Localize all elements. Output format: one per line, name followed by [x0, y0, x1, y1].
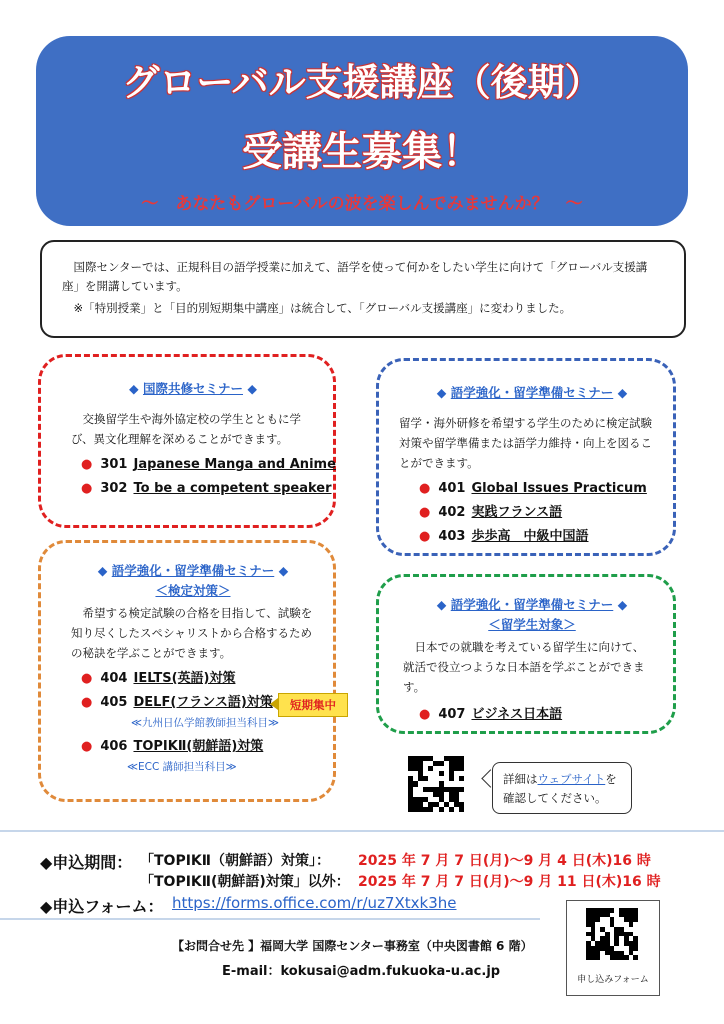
bullet-icon: ● — [81, 739, 93, 754]
course-406-note: ≪ECC 講師担当科目≫ — [127, 761, 237, 773]
course-404: ● 404 IELTS(英語)対策 — [81, 671, 236, 686]
intro-paragraph1: 国際センターでは、正規科目の語学授業に加えて、語学を使って何かをしたい学生に向けて「グローバル支援講座」を開講しています。 — [62, 260, 648, 293]
course-405: ● 405 DELF(フランス語)対策 — [81, 695, 273, 710]
intro-box — [40, 240, 686, 338]
kokusai-seminar-desc: 交換留学生や海外協定校の学生とともに学び、異文化理解を深めることができます。 — [71, 412, 301, 446]
title-line1: グローバル支援講座（後期） — [122, 61, 602, 104]
period2-label: 「TOPIKⅡ(朝鮮語)対策」以外： — [140, 874, 350, 890]
website-qr-code[interactable] — [408, 756, 464, 812]
kentei-seminar-subtitle: ＜検定対策＞ — [155, 583, 231, 598]
gogaku-seminar-title: ◆ 語学強化・留学準備セミナー ◆ — [436, 385, 628, 400]
form-qr-code[interactable] — [586, 908, 638, 960]
title-line2: 受講生募集！ — [242, 129, 482, 175]
course-405-note: ≪九州日仏学館教師担当科目≫ — [131, 717, 279, 729]
subtitle: ～ あなたもグローバルの波を楽しんでみませんか？ ～ — [141, 194, 583, 214]
period1-date: 2025 年 7 月 7 日(月)～9 月 4 日(木)16 時 — [358, 853, 651, 869]
course-301: ● 301 Japanese Manga and Anime — [81, 457, 336, 472]
gogaku-seminar-box — [376, 358, 676, 556]
bullet-icon: ● — [419, 481, 431, 496]
course-406: ● 406 TOPIKⅡ(朝鮮語)対策 — [81, 739, 264, 754]
course-407: ● 407 ビジネス日本語 — [419, 707, 563, 722]
form-qr-label: 申し込みフォーム — [577, 975, 649, 985]
website-link[interactable]: ウェブサイト — [537, 772, 606, 786]
kentei-seminar-box — [38, 540, 336, 802]
kokusai-seminar-title: ◆ 国際共修セミナー ◆ — [129, 381, 257, 396]
badge-pointer — [270, 698, 278, 710]
short-term-badge: 短期集中 — [278, 693, 348, 717]
course-402: ● 402 実践フランス語 — [419, 505, 563, 520]
diamond-icon: ◆ — [617, 597, 628, 612]
header-banner — [36, 36, 688, 226]
bullet-icon: ● — [81, 481, 93, 496]
diamond-icon: ◆ — [617, 385, 628, 400]
bullet-icon: ● — [419, 505, 431, 520]
bullet-icon: ● — [81, 457, 93, 472]
form-url-link[interactable]: https://forms.office.com/r/uz7Xtxk3he — [172, 894, 457, 912]
contact-info: 【お問合せ先 】福岡大学 国際センター事務室（中央図書館 6 階） — [172, 939, 533, 953]
course-401: ● 401 Global Issues Practicum — [419, 481, 647, 496]
diamond-icon: ◆ — [97, 563, 108, 578]
period2-date: 2025 年 7 月 7 日(月)～9 月 11 日(木)16 時 — [358, 874, 661, 890]
ryugakusei-seminar-desc: 日本での就職を考えている留学生に向けて、就活で役立つような日本語を学ぶことができます。 — [403, 640, 645, 694]
diamond-icon: ◆ — [278, 563, 289, 578]
bullet-icon: ● — [419, 707, 431, 722]
bullet-icon: ● — [81, 671, 93, 686]
diamond-icon: ◆ — [436, 385, 447, 400]
intro-paragraph2: ※「特別授業」と「目的別短期集中講座」は統合して、「グローバル支援講座」に変わりました。 — [73, 301, 572, 315]
gogaku-seminar-desc: 留学・海外研修を希望する学生のために検定試験対策や留学準備または語学力維持・向上を図ることができます。 — [399, 416, 652, 470]
diamond-icon: ◆ — [129, 381, 139, 396]
diamond-icon: ◆ — [436, 597, 447, 612]
bullet-icon: ● — [419, 529, 431, 544]
divider — [0, 830, 724, 832]
kentei-seminar-desc: 希望する検定試験の合格を目指して、試験を知り尽くしたスペシャリストから合格するための秘訣を学ぶことができます。 — [71, 606, 313, 660]
bullet-icon: ● — [81, 695, 93, 710]
period-label: ◆申込期間： — [40, 853, 133, 872]
course-403: ● 403 歩歩高 中級中国語 — [419, 529, 589, 544]
form-label: ◆申込フォーム： — [40, 897, 164, 916]
website-callout: 詳細はウェブサイトを確認してください。 — [492, 762, 632, 814]
kokusai-seminar-box — [38, 354, 336, 528]
diamond-icon: ◆ — [247, 381, 257, 396]
period1-label: 「TOPIKⅡ（朝鮮語）対策」： — [140, 853, 330, 869]
course-302: ● 302 To be a competent speaker — [81, 481, 332, 496]
kentei-seminar-title: ◆ 語学強化・留学準備セミナー ◆ — [97, 563, 289, 578]
divider — [0, 918, 540, 920]
contact-email[interactable]: E-mail：kokusai@adm.fukuoka-u.ac.jp — [222, 964, 501, 979]
ryugakusei-seminar-box — [376, 574, 676, 734]
ryugakusei-seminar-title: ◆ 語学強化・留学準備セミナー ◆ — [436, 597, 628, 612]
ryugakusei-seminar-subtitle: ＜留学生対象＞ — [488, 617, 576, 632]
